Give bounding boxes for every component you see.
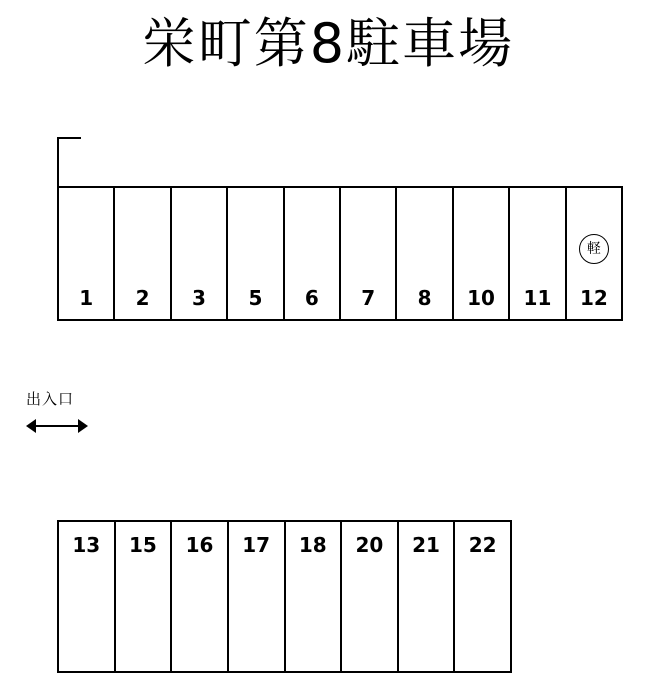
stall-number: 13: [72, 533, 101, 557]
stall-number: 5: [248, 286, 263, 310]
parking-stall[interactable]: [285, 188, 341, 319]
stall-number: 1: [79, 286, 94, 310]
stall-number: 18: [298, 533, 327, 557]
parking-stall[interactable]: [172, 188, 228, 319]
stall-number: 17: [242, 533, 271, 557]
stall-number: 15: [129, 533, 157, 557]
parking-stall[interactable]: [228, 188, 284, 319]
stall-number: 2: [135, 286, 150, 310]
parking-stall[interactable]: [397, 188, 453, 319]
parking-stall[interactable]: [510, 188, 566, 319]
double-arrow-horizontal-icon: [26, 419, 88, 433]
wall-segment-horizontal: [57, 137, 81, 139]
parking-block-top: [57, 186, 623, 321]
stall-number: 8: [417, 286, 432, 310]
wall-segment-vertical: [57, 137, 59, 188]
stall-number: 11: [523, 286, 552, 310]
stall-number: 12: [579, 286, 608, 310]
stall-number: 22: [468, 533, 497, 557]
parking-stall[interactable]: [341, 188, 397, 319]
stall-number: 10: [467, 286, 495, 310]
arrow-head-right: [78, 419, 88, 433]
parking-stall[interactable]: [342, 522, 399, 671]
entrance-label: 出入口: [26, 390, 75, 408]
arrow-shaft: [32, 425, 82, 427]
parking-stall[interactable]: [115, 188, 171, 319]
parking-stall[interactable]: [454, 188, 510, 319]
stall-number: 6: [304, 286, 319, 310]
entrance-marker: [26, 388, 146, 433]
parking-stall[interactable]: [116, 522, 173, 671]
parking-block-bottom: [57, 520, 512, 673]
stall-number: 21: [412, 533, 440, 557]
parking-stall[interactable]: [455, 522, 510, 671]
parking-stall[interactable]: [229, 522, 286, 671]
parking-stall[interactable]: [172, 522, 229, 671]
parking-stall[interactable]: [59, 188, 115, 319]
parking-stall-kei[interactable]: [567, 188, 621, 319]
parking-stall[interactable]: [399, 522, 456, 671]
stall-number: 7: [361, 286, 376, 310]
parking-stall[interactable]: [59, 522, 116, 671]
page-title: 栄町第8駐車場: [141, 12, 515, 75]
stall-number: 3: [192, 286, 206, 310]
kei-car-badge-icon: 軽: [579, 234, 609, 264]
stall-number: 16: [185, 533, 214, 557]
stall-number: 20: [355, 533, 384, 557]
parking-stall[interactable]: [286, 522, 343, 671]
